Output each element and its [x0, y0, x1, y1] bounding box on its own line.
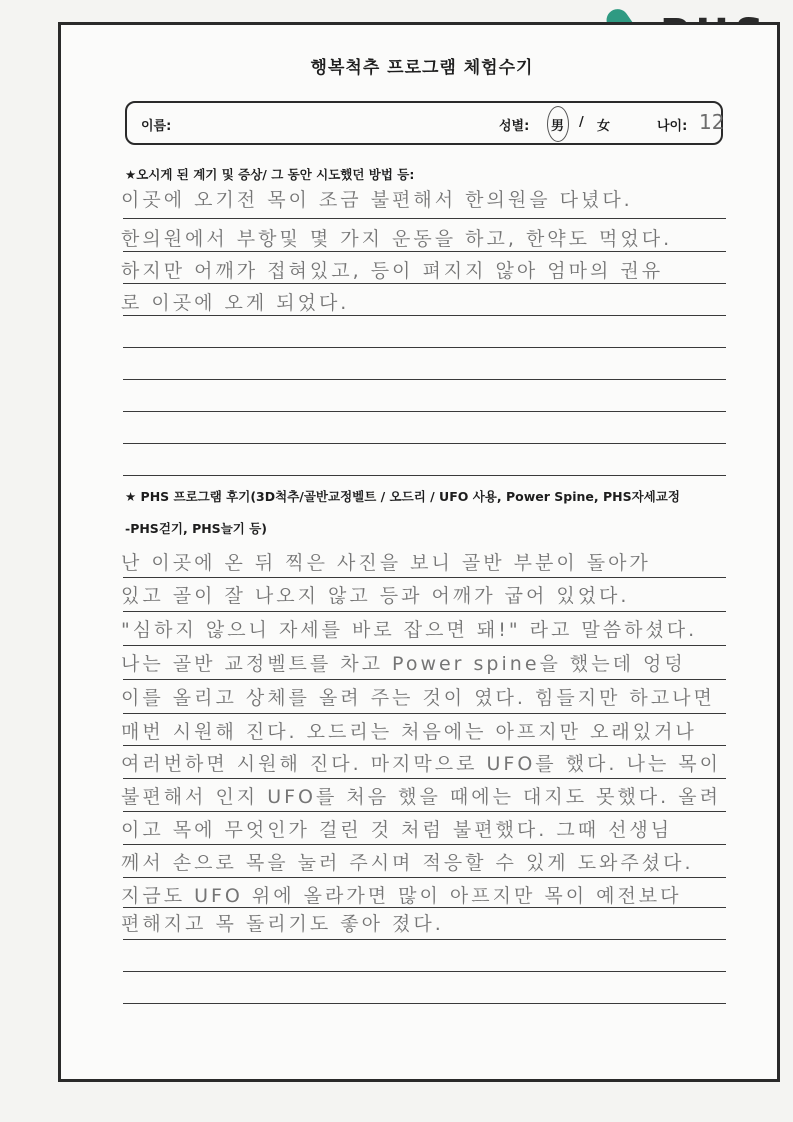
section1-line: 하지만 어깨가 접혀있고, 등이 펴지지 않아 엄마의 권유 — [121, 260, 664, 282]
ruled-line — [123, 379, 726, 380]
ruled-line — [123, 475, 726, 476]
section2-line: 있고 골이 잘 나오지 않고 등과 어깨가 굽어 있었다. — [121, 585, 630, 607]
section1-line: 로 이곳에 오게 되었다. — [121, 292, 350, 314]
ruled-line — [123, 844, 726, 845]
ruled-line — [123, 679, 726, 680]
age-value: 12 — [699, 110, 725, 134]
section2-heading-line2: -PHS걷기, PHS늘기 등) — [125, 521, 267, 536]
ruled-line — [123, 315, 726, 316]
ruled-line — [123, 1003, 726, 1004]
section2-line: 여러번하면 시원해 진다. 마지막으로 UFO를 했다. 나는 목이 — [121, 753, 721, 775]
ruled-line — [123, 745, 726, 746]
section1-heading: ★오시게 된 계기 및 증상/ 그 동안 시도했던 방법 등: — [125, 167, 415, 182]
ruled-line — [123, 811, 726, 812]
section1-line: 한의원에서 부항및 몇 가지 운동을 하고, 한약도 먹었다. — [121, 228, 673, 250]
ruled-line — [123, 907, 726, 908]
ruled-line — [123, 577, 726, 578]
name-label: 이름: — [141, 119, 172, 134]
section2-line: 께서 손으로 목을 눌러 주시며 적응할 수 있게 도와주셨다. — [121, 852, 694, 874]
ruled-line — [123, 645, 726, 646]
info-box — [125, 101, 723, 145]
gender-female: 女 — [597, 119, 611, 134]
ruled-line — [123, 251, 726, 252]
ruled-line — [123, 939, 726, 940]
ruled-line — [123, 283, 726, 284]
section2-line: 편해지고 목 돌리기도 좋아 졌다. — [121, 913, 444, 935]
section2-line: "심하지 않으니 자세를 바로 잡으면 돼!" 라고 말씀하셨다. — [121, 619, 698, 641]
ruled-line — [123, 713, 726, 714]
gender-label: 성별: — [499, 119, 530, 134]
ruled-line — [123, 411, 726, 412]
gender-separator: / — [579, 115, 584, 130]
section2-line: 난 이곳에 온 뒤 찍은 사진을 보니 골반 부분이 돌아가 — [121, 552, 651, 574]
section2-line: 지금도 UFO 위에 올라가면 많이 아프지만 목이 예전보다 — [121, 885, 682, 907]
ruled-line — [123, 971, 726, 972]
section2-line: 이고 목에 무엇인가 걸린 것 처럼 불편했다. 그때 선생님 — [121, 819, 673, 841]
section2-line: 매번 시원해 진다. 오드리는 처음에는 아프지만 오래있거나 — [121, 721, 697, 743]
gender-male: 男 — [551, 119, 565, 134]
ruled-line — [123, 778, 726, 779]
section2-heading-line1: ★ PHS 프로그램 후기(3D척추/골반교정벨트 / 오드리 / UFO 사용, Power Spine, PHS자세교정 — [125, 489, 680, 504]
section2-line: 이를 올리고 상체를 올려 주는 것이 였다. 힘들지만 하고나면 — [121, 687, 715, 709]
ruled-line — [123, 877, 726, 878]
section1-line: 이곳에 오기전 목이 조금 불편해서 한의원을 다녔다. — [121, 189, 633, 211]
section2-line: 불편해서 인지 UFO를 처음 했을 때에는 대지도 못했다. 올려 — [121, 786, 721, 808]
ruled-line — [123, 347, 726, 348]
ruled-line — [123, 611, 726, 612]
form-sheet — [58, 22, 780, 1082]
ruled-line — [123, 443, 726, 444]
ruled-line — [123, 218, 726, 219]
form-title: 행복척추 프로그램 체험수기 — [310, 58, 534, 78]
section2-line: 나는 골반 교정벨트를 차고 Power spine을 했는데 엉덩 — [121, 653, 686, 675]
age-label: 나이: — [657, 119, 688, 134]
